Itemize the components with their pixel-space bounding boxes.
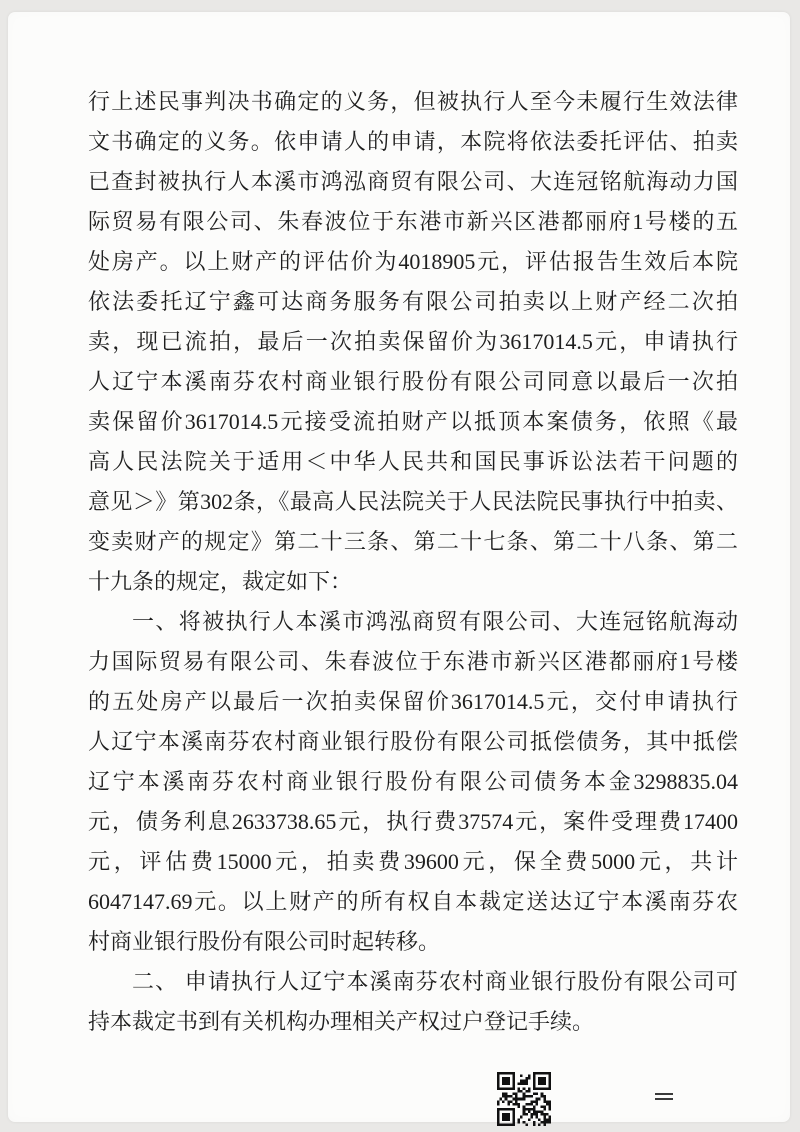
text-line: 卖，现已流拍，最后一次拍卖保留价为3617014.5元，申请执行 <box>88 329 738 354</box>
text-line: 高人民法院关于适用＜中华人民共和国民事诉讼法若干问题的 <box>88 449 738 474</box>
text-line: 村商业银行股份有限公司时起转移。 <box>88 929 441 954</box>
text-line: 行上述民事判决书确定的义务，但被执行人至今未履行生效法律 <box>88 89 738 114</box>
text-line: 二、 申请执行人辽宁本溪南芬农村商业银行股份有限公司可 <box>132 969 738 994</box>
text-line: 变卖财产的规定》第二十三条、第二十七条、第二十八条、第二 <box>88 529 738 554</box>
text-line: 6047147.69元。以上财产的所有权自本裁定送达辽宁本溪南芬农 <box>88 889 738 914</box>
text-line: 一、将被执行人本溪市鸿泓商贸有限公司、大连冠铭航海动 <box>132 609 738 634</box>
text-line: 的五处房产以最后一次拍卖保留价3617014.5元，交付申请执行 <box>88 689 738 714</box>
qr-code-icon <box>497 1072 551 1126</box>
text-line: 人辽宁本溪南芬农村商业银行股份有限公司同意以最后一次拍 <box>88 369 738 394</box>
text-line: 力国际贸易有限公司、朱春波位于东港市新兴区港都丽府1号楼 <box>88 649 738 674</box>
text-line: 依法委托辽宁鑫可达商务服务有限公司拍卖以上财产经二次拍 <box>88 289 738 314</box>
text-block <box>88 82 738 1042</box>
text-line: 元，债务利息2633738.65元，执行费37574元，案件受理费17400 <box>88 809 738 834</box>
text-line: 持本裁定书到有关机构办理相关产权过户登记手续。 <box>88 1009 595 1034</box>
text-line: 际贸易有限公司、朱春波位于东港市新兴区港都丽府1号楼的五 <box>88 209 738 234</box>
text-line: 处房产。以上财产的评估价为4018905元，评估报告生效后本院 <box>88 249 738 274</box>
text-line: 人辽宁本溪南芬农村商业银行股份有限公司抵偿债务，其中抵偿 <box>88 729 738 754</box>
text-line: 元，评估费15000元，拍卖费39600元，保全费5000元，共计 <box>88 849 738 874</box>
text-line: 十九条的规定，裁定如下： <box>88 569 353 594</box>
text-line: 卖保留价3617014.5元接受流拍财产以抵顶本案债务，依照《最 <box>88 409 738 434</box>
text-line: 已查封被执行人本溪市鸿泓商贸有限公司、大连冠铭航海动力国 <box>88 169 738 194</box>
document-paper <box>8 12 790 1122</box>
text-line: 辽宁本溪南芬农村商业银行股份有限公司债务本金3298835.04 <box>88 769 738 794</box>
text-line: 文书确定的义务。依申请人的申请，本院将依法委托评估、拍卖 <box>88 129 738 154</box>
equals-mark <box>655 1092 673 1101</box>
text-line: 意见＞》第302条，《最高人民法院关于人民法院民事执行中拍卖、 <box>88 489 738 514</box>
